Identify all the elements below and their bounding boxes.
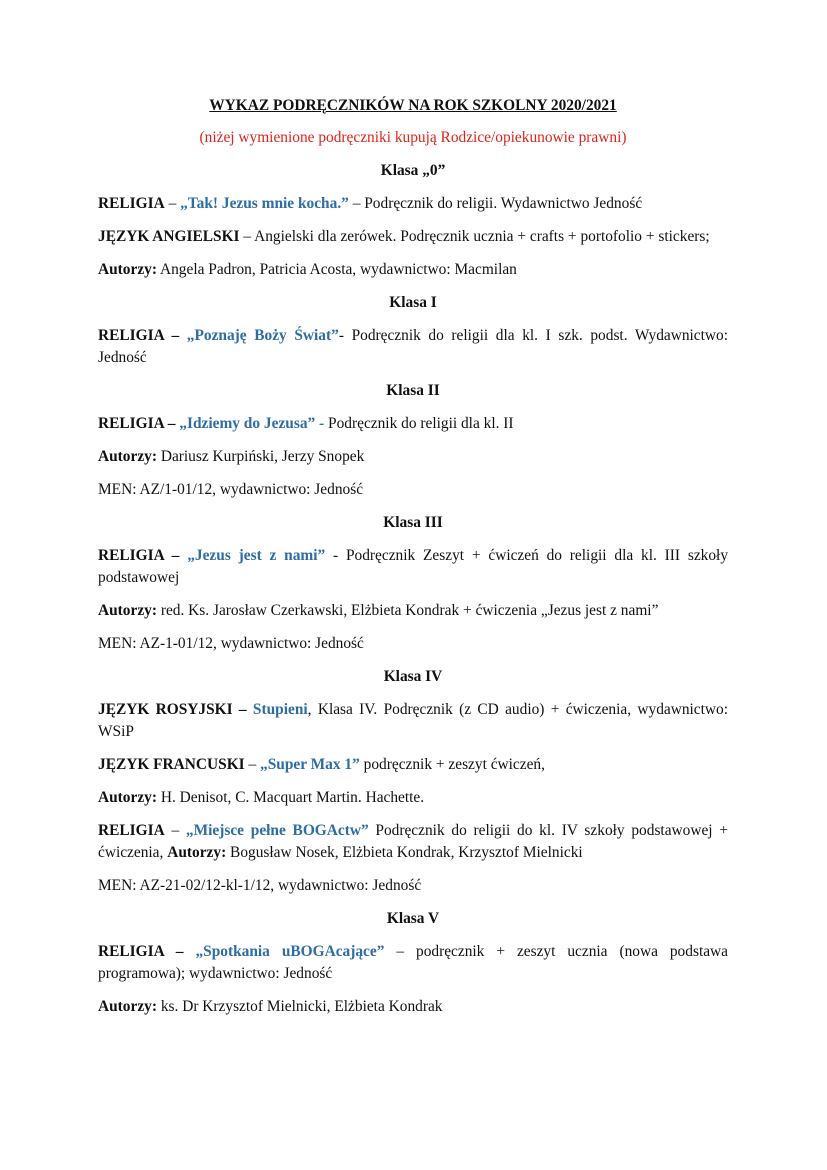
authors-line	[98, 446, 728, 468]
entry-details: Podręcznik do religii do kl. IV szkoły podstawowej + ćwiczenia,	[98, 822, 728, 861]
book-entry	[98, 325, 728, 369]
entry-details: Bogusław Nosek, Elżbieta Kondrak, Krzysztof Mielnicki	[226, 844, 583, 861]
entry-label: RELIGIA	[98, 195, 165, 212]
entry-label: Autorzy:	[98, 998, 157, 1015]
entry-separator: –	[244, 756, 261, 773]
book-entry	[98, 941, 728, 985]
entry-separator: –	[164, 195, 181, 212]
entry-label: JĘZYK FRANCUSKI	[98, 756, 245, 773]
document-subtitle: (niżej wymienione podręczniki kupują Rodzice/opiekunowie prawni)	[199, 129, 627, 146]
book-entry	[98, 413, 728, 435]
book-title: Stupieni	[252, 701, 308, 718]
men-line: MEN: AZ-1-01/12, wydawnictwo: Jedność	[98, 635, 364, 652]
book-entry	[98, 820, 728, 864]
section-heading: Klasa „0”	[380, 162, 446, 179]
book-entry	[98, 754, 728, 776]
authors-line	[98, 600, 728, 622]
men-line: MEN: AZ-21-02/12-kl-1/12, wydawnictwo: Jedność	[98, 877, 422, 894]
authors-line	[98, 259, 728, 281]
section-heading: Klasa V	[386, 910, 440, 927]
entry-details: , Klasa IV. Podręcznik (z CD audio) + ćwiczenia, wydawnictwo: WSiP	[98, 701, 729, 740]
entry-details: - Podręcznik Zeszyt + ćwiczeń do religii dla kl. III szkoły podstawowej	[98, 547, 729, 586]
entry-label: JĘZYK ANGIELSKI	[98, 228, 240, 245]
section-heading: Klasa I	[389, 294, 437, 311]
document-page	[98, 95, 728, 1029]
authors-line	[98, 787, 728, 809]
book-title: „Spotkania uBOGAcające”	[195, 943, 385, 960]
entry-details: – Angielski dla zerówek. Podręcznik ucznia + crafts + portofolio + stickers;	[239, 228, 710, 245]
entry-separator: –	[164, 822, 186, 839]
section-heading: Klasa II	[386, 382, 440, 399]
book-title: „Tak! Jezus mnie kocha.”	[180, 195, 349, 212]
entry-details: ks. Dr Krzysztof Mielnicki, Elżbieta Kondrak	[156, 998, 443, 1015]
book-title: „Jezus jest z nami”	[187, 547, 326, 564]
entry-details: red. Ks. Jarosław Czerkawski, Elżbieta Kondrak + ćwiczenia „Jezus jest z nami”	[156, 602, 659, 619]
entry-label: RELIGIA –	[98, 415, 180, 432]
entry-label: Autorzy:	[98, 602, 157, 619]
book-title: „Super Max 1”	[260, 756, 360, 773]
entry-details: Dariusz Kurpiński, Jerzy Snopek	[156, 448, 365, 465]
document-title: WYKAZ PODRĘCZNIKÓW NA ROK SZKOLNY 2020/2021	[209, 97, 617, 114]
entry-label: Autorzy:	[98, 261, 157, 278]
entry-label: RELIGIA	[98, 822, 165, 839]
book-title: „Miejsce pełne BOGActw”	[185, 822, 369, 839]
entry-details: – Podręcznik do religii. Wydawnictwo Jedność	[348, 195, 643, 212]
entry-label: Autorzy:	[98, 448, 157, 465]
entry-details: H. Denisot, C. Macquart Martin. Hachette.	[156, 789, 425, 806]
entry-label: Autorzy:	[98, 789, 157, 806]
book-entry	[98, 193, 728, 215]
entry-details: - Podręcznik do religii dla kl. I szk. podst. Wydawnictwo: Jedność	[98, 327, 728, 366]
book-title: „Idziemy do Jezusa” -	[179, 415, 329, 432]
entry-label: RELIGIA –	[98, 327, 187, 344]
entry-label: Autorzy:	[167, 844, 227, 861]
entry-details: podręcznik + zeszyt ćwiczeń,	[359, 756, 545, 773]
book-entry	[98, 699, 728, 743]
entry-label: JĘZYK ROSYJSKI –	[98, 701, 253, 718]
entry-details: – podręcznik + zeszyt ucznia (nowa podstawa programowa); wydawnictwo: Jedność	[98, 943, 728, 982]
entry-details: Podręcznik do religii dla kl. II	[328, 415, 514, 432]
section-heading: Klasa III	[383, 514, 443, 531]
book-entry	[98, 545, 728, 589]
authors-line	[98, 996, 728, 1018]
entry-label: RELIGIA –	[98, 943, 196, 960]
entry-details: Angela Padron, Patricia Acosta, wydawnictwo: Macmilan	[156, 261, 517, 278]
entry-label: RELIGIA –	[98, 547, 188, 564]
book-title: „Poznaję Boży Świat”	[186, 327, 339, 344]
book-entry	[98, 226, 728, 248]
section-heading: Klasa IV	[383, 668, 443, 685]
men-line: MEN: AZ/1-01/12, wydawnictwo: Jedność	[98, 481, 364, 498]
